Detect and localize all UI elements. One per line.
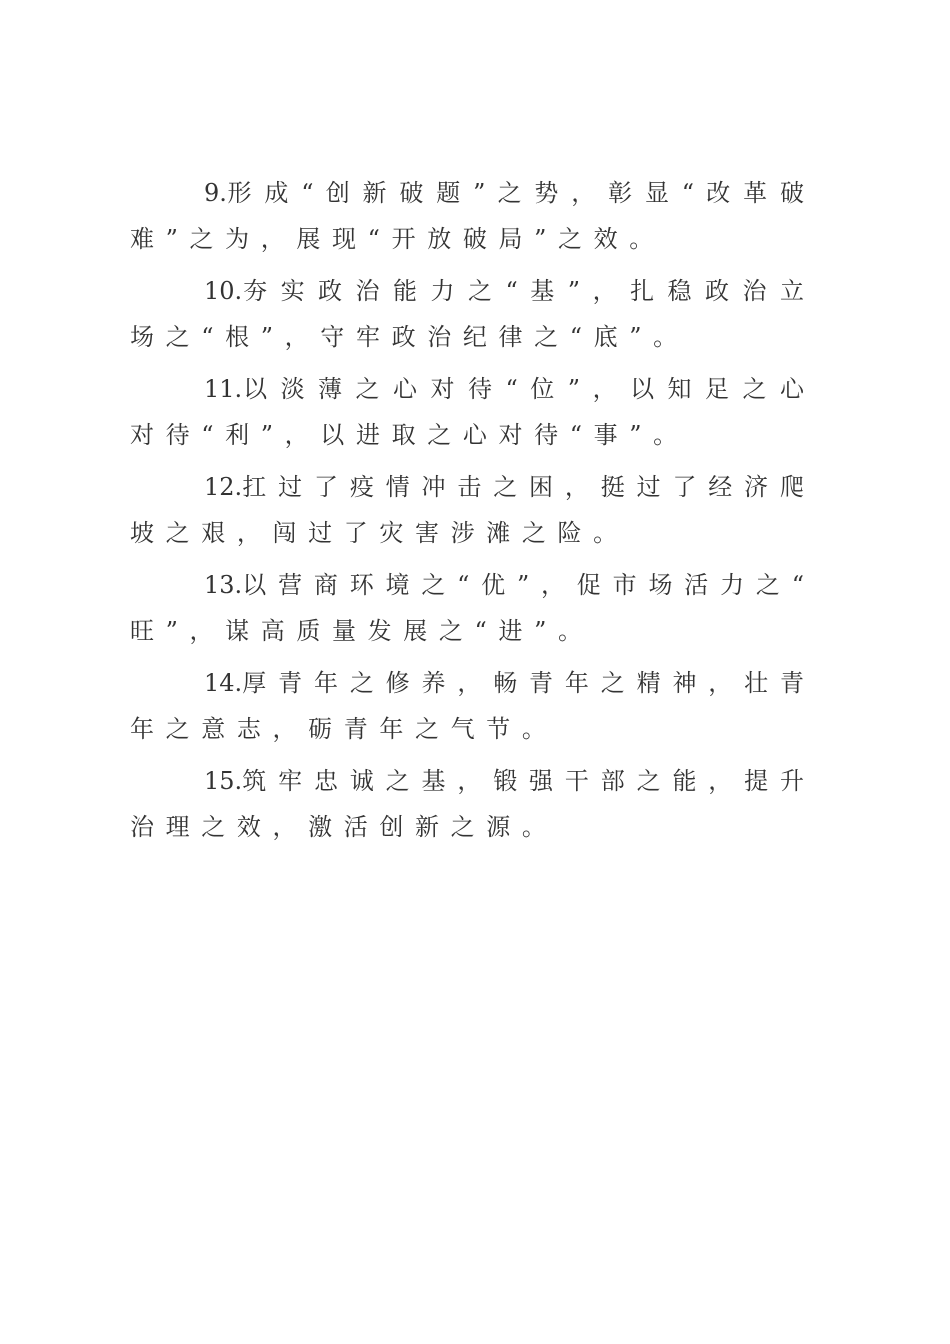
- paragraph-number: 12.: [204, 473, 243, 501]
- paragraph-number: 14.: [204, 669, 243, 697]
- paragraph-text: 筑 牢 忠 诚 之 基 ， 锻 强 干 部 之 能 ， 提 升 治 理 之 效 ， 激 活 创 新 之 源 。: [130, 767, 806, 841]
- paragraph-15: [130, 758, 806, 850]
- paragraph-text: 以 淡 薄 之 心 对 待 “ 位 ” ， 以 知 足 之 心 对 待 “ 利 ” ， 以 进 取 之 心 对 待 “ 事 ” 。: [130, 375, 806, 449]
- document-body: [130, 170, 806, 856]
- paragraph-12: [130, 464, 806, 556]
- paragraph-number: 9.: [204, 179, 227, 207]
- paragraph-number: 15.: [204, 767, 243, 795]
- paragraph-text: 以 营 商 环 境 之 “ 优 ” ， 促 市 场 活 力 之 “ 旺 ” ， 谋 高 质 量 发 展 之 “ 进 ” 。: [130, 571, 806, 645]
- paragraph-number: 13.: [204, 571, 243, 599]
- paragraph-10: [130, 268, 806, 360]
- paragraph-number: 10.: [204, 277, 243, 305]
- paragraph-text: 夯 实 政 治 能 力 之 “ 基 ” ， 扎 稳 政 治 立 场 之 “ 根 ” ， 守 牢 政 治 纪 律 之 “ 底 ” 。: [130, 277, 806, 351]
- paragraph-13: [130, 562, 806, 654]
- paragraph-number: 11.: [204, 375, 243, 403]
- paragraph-14: [130, 660, 806, 752]
- paragraph-11: [130, 366, 806, 458]
- paragraph-text: 厚 青 年 之 修 养 ， 畅 青 年 之 精 神 ， 壮 青 年 之 意 志 ， 砺 青 年 之 气 节 。: [130, 669, 806, 743]
- paragraph-9: [130, 170, 806, 262]
- paragraph-text: 扛 过 了 疫 情 冲 击 之 困 ， 挺 过 了 经 济 爬 坡 之 艰 ， 闯 过 了 灾 害 涉 滩 之 险 。: [130, 473, 806, 547]
- paragraph-text: 形 成 “ 创 新 破 题 ” 之 势 ， 彰 显 “ 改 革 破 难 ” 之 为 ， 展 现 “ 开 放 破 局 ” 之 效 。: [130, 179, 806, 253]
